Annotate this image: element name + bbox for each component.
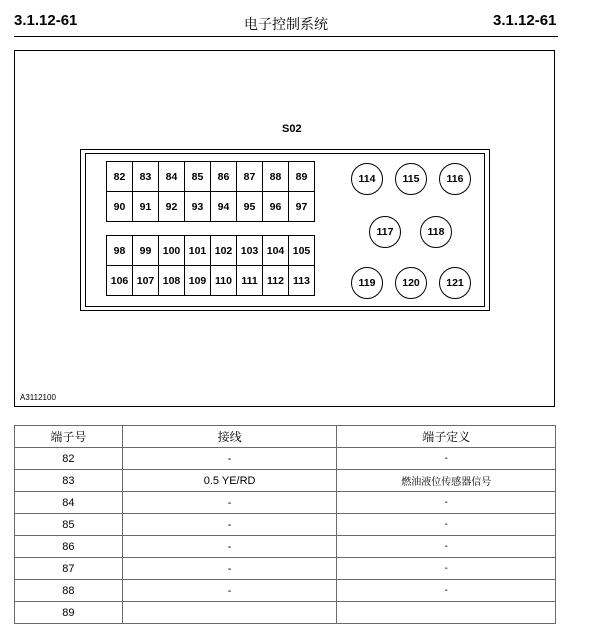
pin-cell: 95 bbox=[237, 192, 263, 222]
round-pin: 114 bbox=[351, 163, 383, 195]
pin-cell: 83 bbox=[133, 162, 159, 192]
round-pin: 119 bbox=[351, 267, 383, 299]
pin-definition: - bbox=[337, 558, 556, 580]
round-pin: 120 bbox=[395, 267, 427, 299]
pin-cell: 99 bbox=[133, 236, 159, 266]
pin-row bbox=[107, 192, 315, 222]
pin-definition: - bbox=[337, 514, 556, 536]
pin-cell: 107 bbox=[133, 266, 159, 296]
pin-cell: 100 bbox=[159, 236, 185, 266]
pin-number: 82 bbox=[15, 448, 123, 470]
round-pin: 115 bbox=[395, 163, 427, 195]
pin-cell: 97 bbox=[289, 192, 315, 222]
wire-spec bbox=[122, 602, 337, 624]
pin-definition: 燃油液位传感器信号 bbox=[337, 470, 556, 492]
pin-row bbox=[107, 162, 315, 192]
header-divider bbox=[14, 36, 558, 37]
pin-cell: 112 bbox=[263, 266, 289, 296]
figure-id: A3112100 bbox=[20, 393, 56, 402]
page-title: 电子控制系统 bbox=[244, 17, 328, 33]
page-number-left: 3.1.12-61 bbox=[14, 12, 78, 29]
wire-spec: - bbox=[122, 514, 337, 536]
pin-cell: 82 bbox=[107, 162, 133, 192]
table-header-row bbox=[15, 426, 556, 448]
connector-housing bbox=[80, 149, 490, 311]
wire-spec: - bbox=[122, 558, 337, 580]
wire-spec: - bbox=[122, 536, 337, 558]
column-header-wire: 接线 bbox=[122, 426, 337, 448]
pin-cell: 110 bbox=[211, 266, 237, 296]
table-row bbox=[15, 580, 556, 602]
round-pin: 121 bbox=[439, 267, 471, 299]
pin-cell: 103 bbox=[237, 236, 263, 266]
pin-number: 83 bbox=[15, 470, 123, 492]
round-pin: 117 bbox=[369, 216, 401, 248]
pin-cell: 111 bbox=[237, 266, 263, 296]
connector-figure bbox=[14, 50, 555, 407]
pin-cell: 94 bbox=[211, 192, 237, 222]
pin-cell: 92 bbox=[159, 192, 185, 222]
pin-number: 85 bbox=[15, 514, 123, 536]
pin-row bbox=[107, 266, 315, 296]
table-row bbox=[15, 492, 556, 514]
column-header-definition: 端子定义 bbox=[337, 426, 556, 448]
pin-cell: 109 bbox=[185, 266, 211, 296]
pin-cell: 104 bbox=[263, 236, 289, 266]
pin-number: 87 bbox=[15, 558, 123, 580]
wire-spec: - bbox=[122, 580, 337, 602]
connector-id-label: S02 bbox=[282, 123, 302, 135]
pin-cell: 106 bbox=[107, 266, 133, 296]
pin-number: 88 bbox=[15, 580, 123, 602]
pin-cell: 86 bbox=[211, 162, 237, 192]
table-row bbox=[15, 514, 556, 536]
pin-number: 89 bbox=[15, 602, 123, 624]
pin-cell: 113 bbox=[289, 266, 315, 296]
table-row bbox=[15, 536, 556, 558]
round-pin: 118 bbox=[420, 216, 452, 248]
pin-cell: 105 bbox=[289, 236, 315, 266]
terminal-table bbox=[14, 425, 556, 624]
pin-definition: - bbox=[337, 580, 556, 602]
pin-cell: 88 bbox=[263, 162, 289, 192]
wire-spec: 0.5 YE/RD bbox=[122, 470, 337, 492]
table-row bbox=[15, 602, 556, 624]
pin-cell: 96 bbox=[263, 192, 289, 222]
pin-grid-upper bbox=[106, 161, 315, 222]
column-header-pin: 端子号 bbox=[15, 426, 123, 448]
pin-cell: 91 bbox=[133, 192, 159, 222]
table-row bbox=[15, 448, 556, 470]
pin-number: 86 bbox=[15, 536, 123, 558]
pin-cell: 102 bbox=[211, 236, 237, 266]
table-row bbox=[15, 470, 556, 492]
wire-spec: - bbox=[122, 492, 337, 514]
pin-grid-lower bbox=[106, 235, 315, 296]
pin-cell: 93 bbox=[185, 192, 211, 222]
pin-cell: 89 bbox=[289, 162, 315, 192]
pin-cell: 108 bbox=[159, 266, 185, 296]
table-row bbox=[15, 558, 556, 580]
pin-cell: 101 bbox=[185, 236, 211, 266]
pin-definition: - bbox=[337, 536, 556, 558]
pin-definition bbox=[337, 602, 556, 624]
wire-spec: - bbox=[122, 448, 337, 470]
pin-cell: 98 bbox=[107, 236, 133, 266]
pin-cell: 84 bbox=[159, 162, 185, 192]
pin-definition: - bbox=[337, 492, 556, 514]
pin-number: 84 bbox=[15, 492, 123, 514]
connector-face bbox=[85, 153, 485, 307]
pin-cell: 87 bbox=[237, 162, 263, 192]
round-pin: 116 bbox=[439, 163, 471, 195]
pin-cell: 85 bbox=[185, 162, 211, 192]
pin-cell: 90 bbox=[107, 192, 133, 222]
page-number-right: 3.1.12-61 bbox=[493, 12, 557, 29]
pin-definition: - bbox=[337, 448, 556, 470]
pin-row bbox=[107, 236, 315, 266]
